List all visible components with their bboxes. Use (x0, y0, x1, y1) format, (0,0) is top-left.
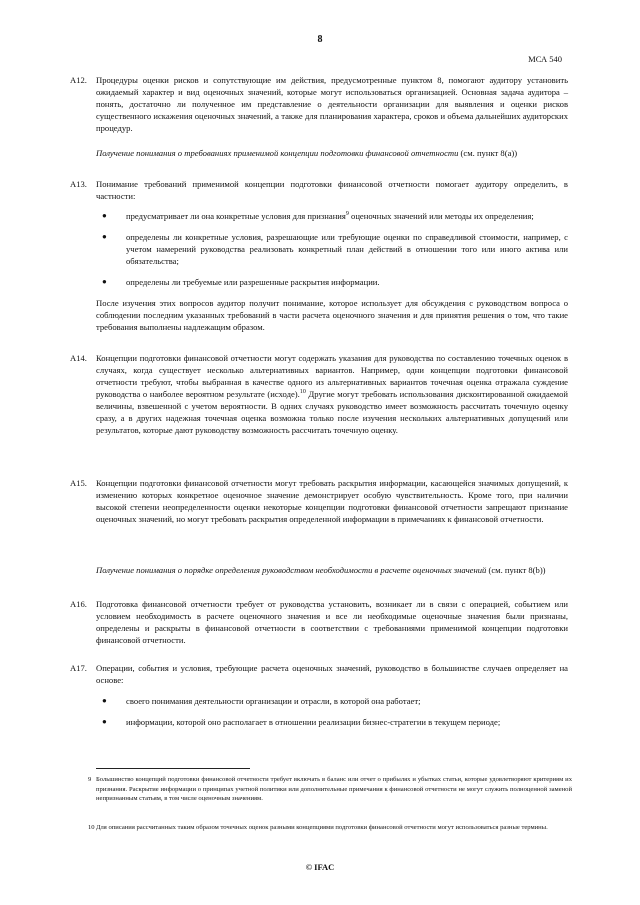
paragraph-text: Концепции подготовки финансовой отчетности могут содержать указания для руководства по составлению точечных оценок в случаях, когда существует несколько альтернативных вариантов. Например, одни концепции подготовки финансовой отчетности требуют, чтобы выбранная в качестве одного из альтернативных вариантов точечная оценка отражала суждение руководства о наиболее вероятном результате (исходе).$^{10}$ Другие могут требовать использования дисконтированной ожидаемой величины, взвешенной с учетом вероятности. В одних случаях руководство имеет возможность рассчитать точечную оценку сразу, а в других надежная точечная оценка возможна только после изучения нескольких альтернативных допущений или результатов, которые дают руководству возможность рассчитать точечную оценку. (96, 353, 568, 435)
paragraph-label: A15. (70, 478, 87, 488)
footnote-number: 10 (88, 824, 95, 831)
footnote-10 (88, 823, 572, 833)
section-heading-determination (96, 564, 576, 576)
footnote-text: Для описания рассчитанных таким образом точечных оценок разными концепциями подготовки финансовой отчетности могут использоваться разные термины. (96, 824, 548, 831)
paragraph-label: A13. (70, 179, 87, 189)
paragraph-a13 (70, 178, 568, 333)
footnote-text: Большинство концепций подготовки финансовой отчетности требует включать в баланс или отчет о прибылях и убытках статьи, которые удовлетворяют критериям их признания. Раскрытие информации о принципах учетной политики или дополнительные примечания к финансовой отчетности не могут служить полноценной заменой непризнанным статьям, в том числе оценочным значениям. (96, 776, 572, 802)
page-number: 8 (317, 34, 323, 45)
footnote-number: 9 (88, 776, 92, 783)
heading-text: Получение понимания о порядке определения руководством необходимости в расчете оценочных значений (96, 565, 487, 575)
heading-text: Получение понимания о требованиях применимой концепции подготовки финансовой отчетности (96, 148, 459, 158)
heading-ref: (см. пункт 8(b)) (486, 565, 546, 575)
bullet-item: ● определены ли конкретные условия, разрешающие или требующие оценки по справедливой стоимости, например, с учетом намерений руководства реализовать конкретный план действий в отношении того или иного актива или обязательства; (102, 232, 568, 266)
bullet-item: ● своего понимания деятельности организации и отрасли, в которой она работает; (102, 696, 421, 706)
footnote-ref: 10 (299, 389, 306, 396)
bullet-item: ● предусматривает ли она конкретные условия для признания$^9$ оценочных значений или методы их определения; (102, 211, 534, 221)
paragraph-label: A16. (70, 599, 87, 609)
paragraph-intro: Операции, события и условия, требующие расчета оценочных значений, руководство в большинстве случаев определяет на основе: (96, 663, 568, 685)
section-heading-requirements (96, 147, 576, 159)
paragraph-a17 (70, 662, 568, 728)
paragraph-text: Процедуры оценки рисков и сопутствующие им действия, предусмотренные пунктом 8, помогают аудитору установить ожидаемый характер и вид оценочных значений, которые могут использоваться организацией. Основная задача аудитора – понять, достаточно ли полученное им представление о деятельности организации для выявления и оценки рисков существенного искажения оценочных значений, а также для планирования характера, сроков и объема дальнейших аудиторских процедур. (96, 75, 568, 133)
paragraph-intro: Понимание требований применимой концепции подготовки финансовой отчетности помогает аудитору определить, в частности: (96, 179, 568, 201)
paragraph-a14 (70, 352, 568, 436)
paragraph-a15 (70, 477, 568, 525)
bullet-icon: ● (102, 277, 107, 286)
paragraph-label: A14. (70, 353, 87, 363)
bullet-item: ● информации, которой оно располагает в отношении реализации бизнес-стратегии в текущем периоде; (102, 717, 501, 727)
paragraph-a16 (70, 598, 568, 646)
bullet-icon: ● (102, 232, 107, 241)
bullet-icon: ● (102, 211, 107, 220)
paragraph-label: A17. (70, 663, 87, 673)
standard-label: МСА 540 (528, 54, 562, 64)
bullet-icon: ● (102, 696, 107, 705)
paragraph-closing: После изучения этих вопросов аудитор получит понимание, которое использует для обсуждения с руководством вопроса о соблюдении последним указанных требований в части расчета оценочного значения и для принятия решения о том, что такие требования выполнены надлежащим образом. (96, 298, 568, 332)
bullet-icon: ● (102, 717, 107, 726)
paragraph-label: A12. (70, 75, 87, 85)
footnote-divider (96, 768, 250, 769)
copyright-footer: © IFAC (305, 862, 335, 872)
bullet-item: ● определены ли требуемые или разрешенные раскрытия информации. (102, 277, 380, 287)
paragraph-text: Концепции подготовки финансовой отчетности могут требовать раскрытия информации, касающейся значимых допущений, к изменению которых конкретное оценочное значение демонстрирует особую чувствительность. Кроме того, при наличии высокой степени неопределенности оценки некоторые концепции подготовки финансовой отчетности запрещают признание оценочных значений, но могут требовать раскрытия определенной информации в примечаниях к финансовой отчетности. (96, 478, 568, 524)
heading-ref: (см. пункт 8(a)) (458, 148, 518, 158)
paragraph-text: Подготовка финансовой отчетности требует от руководства установить, возникает ли в связи с операцией, событием или условием необходимость в расчете оценочного значения и все ли необходимые оценочные значения были признаны, определены и раскрыты в финансовой отчетности в соответствии с требованиями применимой концепции подготовки финансовой отчетности. (96, 599, 568, 645)
paragraph-a12 (70, 74, 568, 134)
footnote-9 (88, 775, 572, 804)
